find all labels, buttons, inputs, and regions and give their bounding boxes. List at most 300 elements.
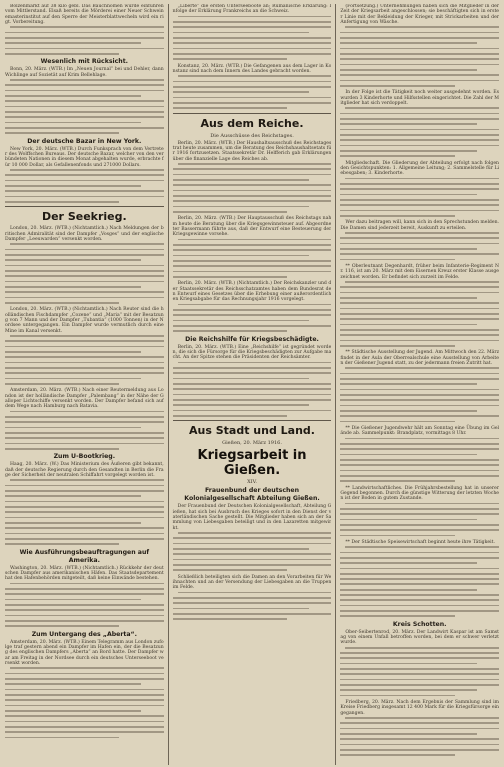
print-line — [340, 145, 499, 147]
print-lines — [173, 362, 332, 417]
print-line — [5, 32, 164, 34]
print-line — [340, 150, 476, 152]
print-line — [10, 667, 164, 669]
print-line — [173, 404, 309, 406]
print-line — [340, 243, 499, 245]
print-line — [5, 699, 164, 701]
print-line — [340, 64, 499, 66]
print-line — [5, 286, 141, 288]
print-line — [5, 100, 164, 102]
column-right — [335, 4, 499, 765]
print-line — [5, 593, 164, 595]
print-line — [340, 728, 499, 730]
print-line — [173, 309, 332, 311]
print-line — [173, 399, 332, 401]
print-line — [5, 84, 164, 86]
print-line — [5, 95, 141, 97]
print-line — [340, 345, 454, 347]
print-line — [340, 199, 499, 201]
print-line — [340, 292, 499, 294]
print-line — [340, 519, 476, 521]
print-line — [173, 179, 309, 181]
print-line — [5, 715, 164, 717]
print-lines — [5, 26, 164, 54]
print-line — [173, 48, 332, 50]
article-paragraph: Der Frauenbund der Deutschen Kolonialgesellschaft, Abteilung Gießen, hat sich bei Ausbruch des Krieges sofort in den Dienst der vaterländischen Sache gestellt. Die Mitglieder haben sich an der Sammlung von Liebesgaben beteiligt und in den Lazaretten mitgewirkt. — [172, 504, 332, 531]
print-line — [173, 107, 287, 109]
print-line — [345, 647, 499, 649]
section-heading: Aus Stadt und Land. — [189, 424, 315, 438]
print-line — [173, 314, 332, 316]
print-line — [5, 694, 164, 696]
print-line — [340, 139, 499, 141]
print-line — [10, 583, 164, 585]
print-line — [340, 684, 499, 686]
print-line — [5, 297, 164, 299]
print-line — [173, 608, 309, 610]
print-line — [340, 329, 499, 331]
print-line — [173, 58, 287, 60]
print-line — [340, 155, 454, 157]
article-paragraph: Haag, 20. März. (W.) Das Ministerium des Äußeren gibt bekannt, daß der deutsche Regierung durch den Gesandten in Berlin die Frage der Sicherheit der neutralen Schiffahrt vorgelegt worden ist. — [5, 462, 164, 478]
print-line — [340, 605, 499, 607]
print-line — [340, 42, 476, 44]
print-line — [340, 80, 499, 82]
section-heading: Der Seekrieg. — [41, 210, 127, 224]
print-line — [340, 480, 454, 482]
print-line — [340, 113, 499, 115]
print-line — [340, 475, 499, 477]
article-headline: Kreis Schotten. — [392, 620, 447, 628]
print-line — [340, 454, 476, 456]
print-line — [5, 111, 164, 113]
print-line — [173, 415, 287, 417]
print-line — [340, 652, 499, 654]
print-lines — [340, 367, 499, 422]
print-line — [173, 613, 332, 615]
article-paragraph: Friedberg, 20. März. Nach dem Ergebnis der Sammlung sind im Kreise Friedberg insgesamt 12 400 Mark für die Kriegsfürsorge eingegangen. — [340, 700, 500, 716]
print-line — [10, 411, 164, 413]
print-line — [173, 388, 332, 390]
print-line — [340, 733, 476, 735]
print-line — [5, 90, 164, 92]
print-line — [340, 215, 454, 217]
print-line — [340, 535, 454, 537]
print-line — [5, 511, 164, 513]
print-line — [5, 427, 141, 429]
feature-title: Kriegsarbeit in Gießen. — [197, 448, 307, 479]
print-line — [173, 53, 332, 55]
print-line — [5, 705, 164, 707]
print-line — [173, 276, 287, 278]
print-line — [340, 524, 499, 526]
print-line — [173, 372, 332, 374]
print-line — [10, 79, 164, 81]
article-paragraph: Konstanz, 20. März. (WTB.) Die Gefangenen aus dem Lager in Konstanz sind nach dem Innern des Landes gebracht worden. — [172, 63, 332, 74]
print-line — [173, 91, 309, 93]
print-line — [5, 270, 164, 272]
print-line — [10, 243, 164, 245]
print-line — [340, 318, 499, 320]
article-paragraph: New York, 20. März. (WTB.) Durch Funksprach von dem Vertreter des Wolffschen Bureaus. Der deutsche Bazar, welcher von den verbündeten Nationen in diesem Monat abgehalten wurde, erbrachte für 10 000 Dollar, als Gefallenenfonds und 271000 Dollars. — [5, 146, 164, 168]
print-line — [173, 174, 332, 176]
article-headline: Zum U-Bootkrieg. — [53, 453, 116, 461]
print-line — [5, 180, 164, 182]
print-line — [340, 443, 499, 445]
print-line — [345, 281, 499, 283]
print-line — [10, 26, 164, 28]
print-line — [5, 122, 141, 124]
print-line — [5, 437, 164, 439]
print-line — [340, 373, 499, 375]
print-line — [5, 533, 164, 535]
print-line — [340, 123, 476, 125]
print-line — [340, 389, 499, 391]
print-line — [340, 552, 499, 554]
print-line — [5, 721, 164, 723]
print-line — [345, 178, 499, 180]
print-line — [340, 58, 499, 60]
print-line — [340, 129, 499, 131]
article-paragraph: Berlin, 20. März. (WTB.) Der Haushaltsausschuß des Reichstages trat heute zusammen, um die Beratung des Reichshaushaltsetats für 1916 fortzusetzen. Staatssekretär Dr. Helfferich gab Erklärungen über die finanzielle Lage des Reiches ab. — [172, 140, 332, 162]
column-container — [5, 4, 499, 765]
print-line — [340, 134, 499, 136]
article-paragraph: Washington, 20. März. (WTB.) (Nichtamtlich.) Rückkehr der deutschen Dampfer aus amerikanischen Häfen. Das Staatsdepartement hat den Hafenbehörden mitgeteilt, daß keine Einwände bestehen. — [5, 565, 164, 582]
print-line — [5, 485, 164, 487]
print-line — [340, 722, 499, 724]
print-line — [345, 232, 499, 234]
print-line — [340, 378, 499, 380]
print-line — [173, 81, 332, 83]
print-line — [173, 569, 287, 571]
print-line — [340, 53, 499, 55]
print-line — [340, 259, 454, 261]
article-paragraph: Ober-Seibertenrod, 20. März. Der Landwirt Kaspar ist am Samstag von einem Unfall betroffen worden, bei dem er schwer verletzt wurde. — [340, 629, 500, 646]
print-line — [5, 625, 119, 627]
print-line — [340, 383, 476, 385]
print-line — [340, 464, 499, 466]
print-line — [173, 543, 332, 545]
print-line — [340, 657, 499, 659]
print-line — [173, 330, 287, 332]
article-paragraph: ** Landwirtschaftliches. Die Frühjahrsbestellung hat in unserer Gegend begonnen. Durch die günstige Witterung der letzten Wochen ist der Boden in gutem Zustande. — [340, 485, 500, 502]
print-line — [340, 589, 476, 591]
print-line — [5, 448, 119, 450]
print-lines — [340, 178, 499, 217]
print-line — [340, 421, 454, 423]
print-line — [340, 74, 499, 76]
print-line — [340, 583, 499, 585]
print-line — [173, 602, 332, 604]
section-heading: Aus dem Reiche. — [200, 116, 304, 130]
print-line — [5, 673, 164, 675]
print-line — [340, 85, 454, 87]
print-line — [5, 678, 164, 680]
print-line — [173, 32, 309, 34]
article-paragraph: Schließlich beteiligten sich die Damen an den Vorarbeiten für Weihnachten und an der Versendung der Liebesgaben an die Truppen im Felde. — [172, 574, 332, 591]
print-line — [340, 324, 476, 326]
print-line — [5, 275, 164, 277]
article-paragraph: „Liberté“ die ersten Unterseeboote an; Rumänische Erklärung: Infolge der Erklärung Frankreichs an die Schweiz. — [172, 4, 332, 15]
print-line — [5, 383, 119, 385]
print-line — [173, 394, 332, 396]
print-lines — [340, 546, 499, 617]
print-line — [5, 196, 164, 198]
print-lines — [5, 667, 164, 738]
print-line — [340, 399, 499, 401]
print-line — [178, 532, 332, 534]
print-line — [340, 594, 499, 596]
print-line — [173, 184, 332, 186]
print-line — [340, 297, 476, 299]
print-line — [340, 204, 499, 206]
article-paragraph: Amsterdam, 20. März. (WTB.) Einem Telegramm aus London zufolge traf gestern abend ein Dampfer im Hafen ein, der die Besatzung des englischen Dampfers „Aberta“ an Bord hatte. Der Dampfer war am Freitag in der Nordsee durch ein deutsches Unterseeboot versenkt worden. — [5, 639, 164, 666]
print-line — [340, 69, 476, 71]
print-line — [340, 738, 499, 740]
print-line — [173, 206, 309, 208]
print-line — [340, 749, 499, 751]
print-line — [5, 254, 164, 256]
article-headline: Wesenlich mit Rücksicht. — [40, 58, 129, 66]
print-line — [173, 195, 332, 197]
print-line — [340, 32, 499, 34]
print-line — [173, 271, 332, 273]
print-line — [5, 517, 164, 519]
print-line — [5, 53, 119, 55]
print-line — [173, 26, 332, 28]
print-line — [5, 726, 164, 728]
print-line — [5, 42, 141, 44]
print-line — [5, 302, 119, 304]
print-line — [5, 37, 164, 39]
print-line — [178, 362, 332, 364]
print-line — [173, 618, 287, 620]
print-line — [345, 367, 499, 369]
print-line — [345, 503, 499, 505]
print-line — [10, 169, 164, 171]
divider — [173, 420, 332, 421]
print-line — [340, 695, 454, 697]
print-line — [5, 522, 141, 524]
print-line — [173, 42, 332, 44]
print-line — [173, 211, 287, 213]
print-line — [173, 383, 332, 385]
print-line — [5, 421, 164, 423]
print-lines — [173, 532, 332, 571]
print-line — [340, 253, 499, 255]
print-line — [340, 744, 499, 746]
print-line — [5, 48, 164, 50]
print-line — [5, 346, 164, 348]
print-lines — [340, 26, 499, 86]
print-line — [173, 410, 332, 412]
print-line — [5, 495, 141, 497]
print-line — [173, 102, 332, 104]
article-headline: Der deutsche Bazar in New York. — [27, 137, 142, 145]
print-line — [178, 75, 332, 77]
print-line — [10, 479, 164, 481]
print-lines — [340, 717, 499, 756]
print-line — [5, 737, 119, 739]
print-line — [340, 308, 499, 310]
print-line — [5, 588, 164, 590]
article-headline: Frauenbund der deutschen Kolonialgesellschaft Abteilung Gießen. — [184, 487, 320, 503]
print-line — [5, 201, 119, 203]
print-line — [173, 244, 332, 246]
print-line — [5, 351, 141, 353]
print-line — [340, 754, 454, 756]
subheading: Gießen, 20. März 1916. — [222, 440, 282, 447]
print-line — [340, 448, 499, 450]
print-line — [5, 527, 164, 529]
print-lines — [5, 169, 164, 203]
print-line — [340, 405, 499, 407]
print-line — [345, 546, 499, 548]
print-line — [340, 394, 499, 396]
article-paragraph: Wer dazu beitragen will, kann sich in den Sprechstunden melden. Die Damen sind jederzeit bereit, Auskunft zu erteilen. — [340, 220, 500, 231]
print-line — [340, 513, 499, 515]
divider — [5, 206, 164, 207]
print-line — [340, 679, 499, 681]
article-paragraph: ** Oberleutnant Degenhardt, früher beim Infanterie-Regiment Nr. 116, ist am 20. März mit dem Eisernen Kreuz erster Klasse ausgezeichnet worden. Er befindet sich zurzeit im Felde. — [340, 263, 500, 280]
print-line — [340, 188, 499, 190]
print-lines — [5, 479, 164, 545]
print-line — [5, 443, 164, 445]
article-headline: Zum Untergang des „Aberta“. — [31, 630, 137, 638]
print-line — [5, 731, 164, 733]
print-line — [340, 340, 499, 342]
print-line — [5, 683, 141, 685]
print-line — [5, 416, 164, 418]
print-line — [340, 194, 476, 196]
print-lines — [173, 239, 332, 278]
print-line — [5, 501, 164, 503]
print-line — [340, 470, 499, 472]
print-lines — [340, 438, 499, 482]
print-line — [5, 281, 164, 283]
print-line — [345, 717, 499, 719]
print-line — [5, 127, 164, 129]
print-line — [340, 237, 499, 239]
print-line — [5, 599, 141, 601]
print-line — [5, 689, 164, 691]
print-line — [173, 21, 332, 23]
print-line — [5, 340, 164, 342]
print-line — [173, 260, 332, 262]
print-line — [345, 438, 499, 440]
print-line — [178, 592, 332, 594]
print-line — [5, 174, 164, 176]
print-line — [5, 710, 141, 712]
print-lines — [173, 163, 332, 213]
print-line — [340, 313, 499, 315]
print-line — [5, 362, 164, 364]
print-line — [173, 367, 332, 369]
print-line — [5, 372, 164, 374]
print-lines — [340, 107, 499, 157]
print-lines — [5, 583, 164, 627]
print-line — [5, 116, 164, 118]
print-line — [5, 249, 164, 251]
article-paragraph: Bolzenmarkt auf 38 kilo gebl. Das Bauchnomen wurde einfuhren vom Mittlerstand. Elsaß bereits die Mörderei einer Neuer Schweinemasterinstitut auf den Sperre der Meisterblattwecheln wird ein rigt. Vorbereitung. — [5, 4, 164, 26]
print-line — [340, 689, 476, 691]
print-line — [340, 302, 499, 304]
print-line — [173, 255, 309, 257]
subheading: Die Ausschüsse des Reichstages. — [210, 132, 294, 139]
print-lines — [340, 647, 499, 697]
print-line — [5, 190, 164, 192]
article-paragraph: Berlin, 20. März. (WTB.) Eine „Reichshilfe“ ist gegründet worden, die sich die Fürsorge für die Kriegsbeschädigten zur Aufgabe macht. An der Spitze stehen die Präsidenten der Reichsämter. — [172, 344, 332, 361]
print-line — [340, 410, 476, 412]
print-line — [340, 248, 476, 250]
print-line — [173, 190, 332, 192]
print-line — [173, 249, 332, 251]
print-line — [5, 378, 141, 380]
print-line — [340, 529, 499, 531]
article-paragraph: ** Die Gießener Jugendwehr hält am Sonntag eine Übung im Gelände ab. Sammelpunkt: Brandplatz, vormittags 8 Uhr. — [340, 425, 500, 437]
print-line — [340, 573, 499, 575]
print-line — [5, 432, 164, 434]
column-left — [5, 4, 164, 765]
print-line — [173, 86, 332, 88]
print-line — [5, 356, 164, 358]
article-paragraph: ** Städtische Ausstellung der Jugend. Am Mittwoch den 22. März findet in der Aula der Oberrealschule eine Ausstellung von Arbeiten der Gießener Jugend statt, zu der jedermann freien Zutritt hat. — [340, 350, 500, 366]
print-line — [340, 673, 499, 675]
print-lines — [340, 281, 499, 347]
print-line — [5, 132, 119, 134]
print-line — [173, 320, 309, 322]
print-line — [340, 118, 499, 120]
print-line — [340, 508, 499, 510]
print-line — [178, 304, 332, 306]
print-line — [178, 163, 332, 165]
print-line — [5, 490, 164, 492]
print-line — [173, 564, 332, 566]
print-line — [5, 615, 164, 617]
print-line — [173, 325, 332, 327]
print-line — [5, 609, 164, 611]
print-line — [340, 599, 499, 601]
print-line — [340, 663, 476, 665]
print-line — [5, 620, 164, 622]
print-lines — [340, 503, 499, 537]
print-line — [173, 97, 332, 99]
print-line — [340, 459, 499, 461]
print-line — [173, 597, 332, 599]
print-line — [340, 578, 499, 580]
print-line — [340, 183, 499, 185]
print-line — [340, 668, 499, 670]
article-paragraph: (Fortsetzung.) Unternehmungen haben sich die Mitglieder in der Zeit der Kriegsarbeit angeschlossen; sie beschäftigten sich in erster Linie mit der Bekleidung der Krieger, mit Strickarbeiten und der Anfertigung von Wäsche. — [340, 4, 500, 26]
print-line — [10, 335, 164, 337]
print-line — [340, 286, 499, 288]
print-line — [5, 367, 164, 369]
print-line — [5, 106, 164, 108]
print-lines — [5, 411, 164, 450]
print-line — [340, 334, 499, 336]
print-line — [173, 37, 332, 39]
print-line — [340, 37, 499, 39]
print-line — [340, 568, 499, 570]
article-headline: Die Reichshilfe für Kriegsbeschädigte. — [185, 335, 319, 343]
article-headline: Wie Ausführungsbeauftragungen auf Amerika. — [19, 548, 150, 564]
print-line — [340, 557, 499, 559]
print-lines — [173, 592, 332, 620]
print-lines — [5, 79, 164, 134]
print-line — [173, 553, 332, 555]
print-line — [178, 239, 332, 241]
print-line — [5, 506, 164, 508]
